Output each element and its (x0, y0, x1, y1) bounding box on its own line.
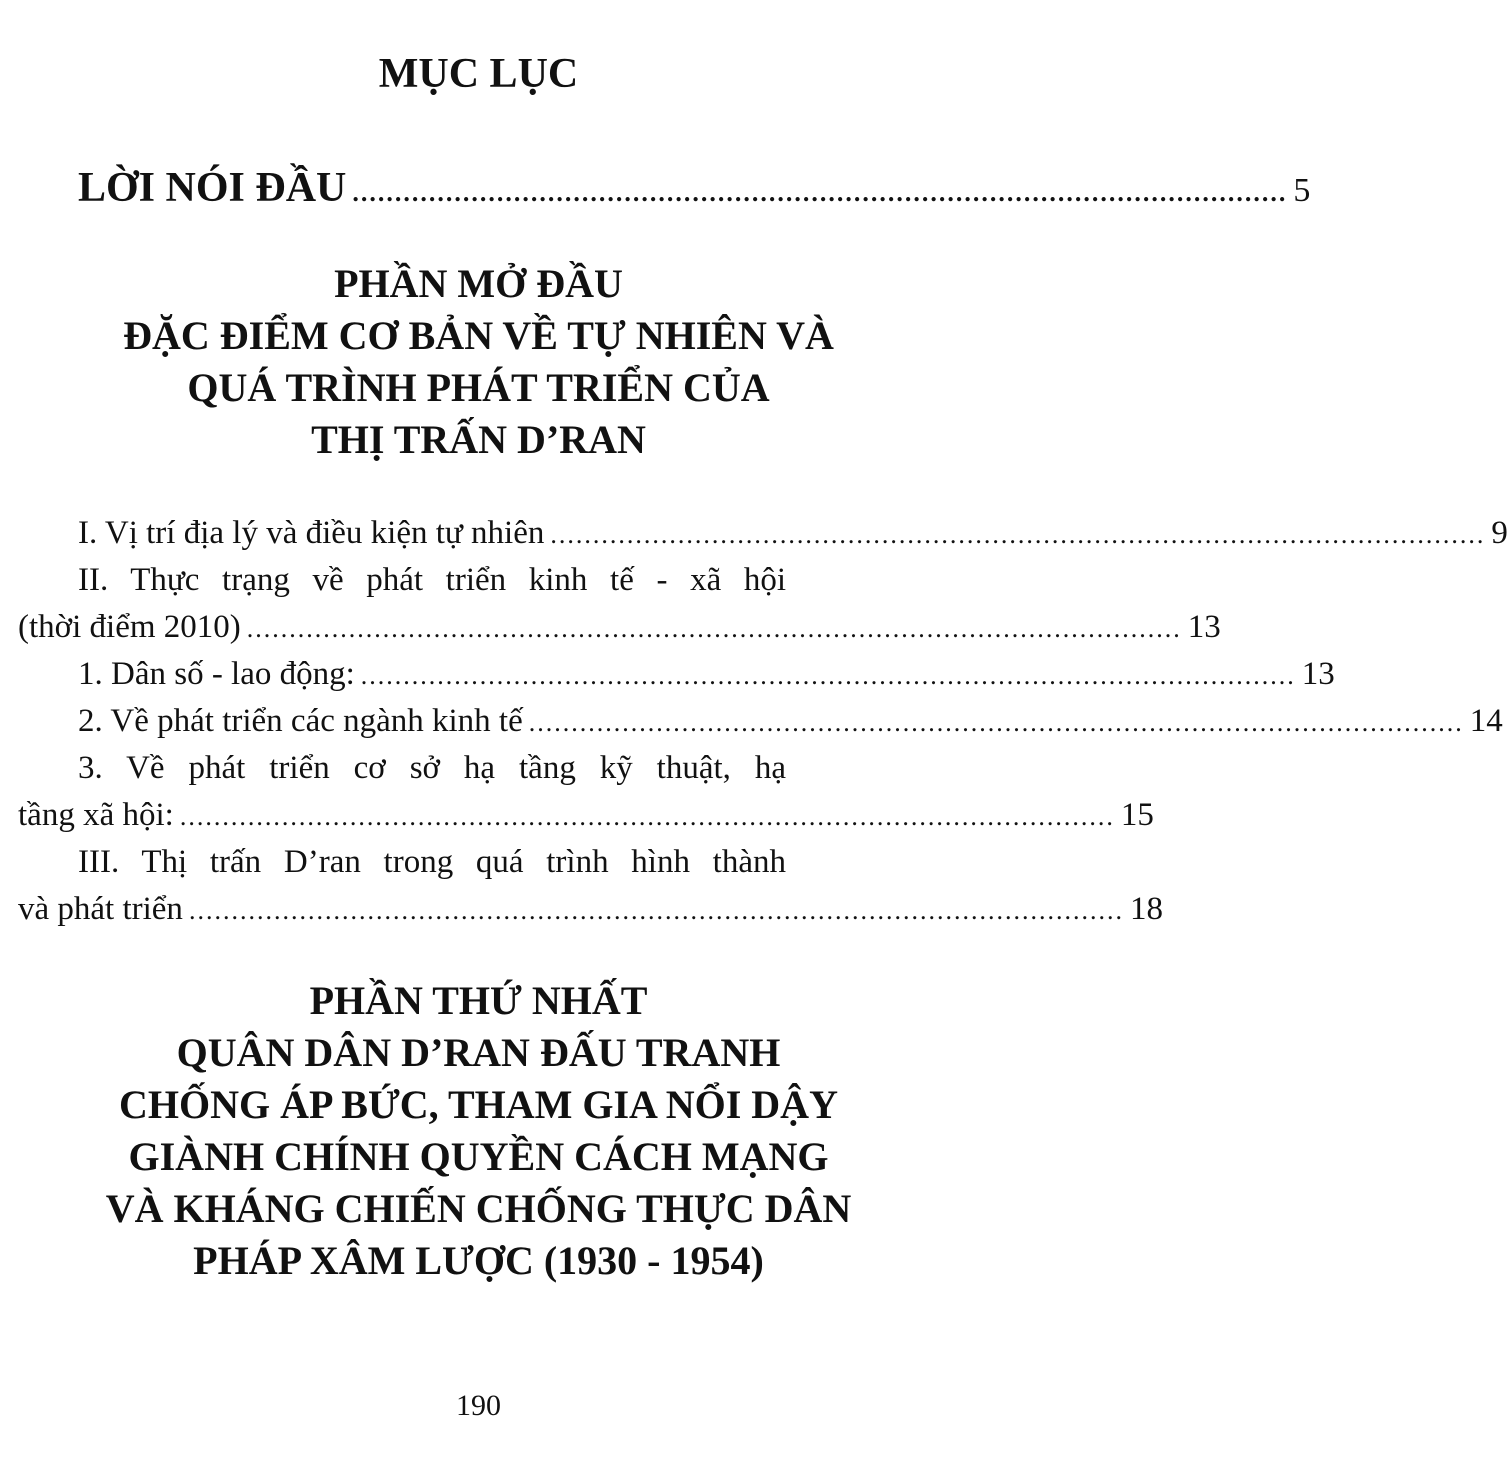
toc-entry-label: và phát triển (18, 891, 183, 927)
part-heading-line: PHÁP XÂM LƯỢC (1930 - 1954) (193, 1238, 764, 1283)
page-number: 190 (456, 1389, 501, 1422)
part-heading-line: ĐẶC ĐIỂM CƠ BẢN VỀ TỰ NHIÊN VÀ (123, 313, 834, 358)
toc-entry (18, 792, 1154, 840)
part-heading-line: QUÂN DÂN D’RAN ĐẤU TRANH (176, 1030, 781, 1075)
toc-entry (78, 651, 1335, 699)
toc-entry-page: 13 (1187, 609, 1221, 645)
part-heading-line: CHỐNG ÁP BỨC, THAM GIA NỔI DẬY (119, 1082, 838, 1127)
toc-entry-first-line: 3. Về phát triển cơ sở hạ tầng kỹ thuật, hạ (78, 750, 786, 786)
leader-dots: .............................................................................................................. (246, 614, 1182, 643)
toc-entry-page: 9 (1491, 515, 1508, 551)
leader-dots: .............................................................................................................. (528, 708, 1464, 737)
toc-entry-foreword (78, 160, 1311, 221)
leader-dots: .............................................................................................................. (352, 178, 1288, 207)
toc-entry-label: LỜI NÓI ĐẦU (78, 165, 347, 211)
part-heading-line: PHẦN THỨ NHẤT (309, 978, 648, 1023)
part-heading-line: PHẦN MỞ ĐẦU (334, 261, 623, 306)
toc-entry-first-line: III. Thị trấn D’ran trong quá trình hình thành (78, 844, 786, 880)
toc-entry-label: 2. Về phát triển các ngành kinh tế (78, 703, 523, 739)
leader-dots: .............................................................................................................. (188, 896, 1124, 925)
part-heading-line: THỊ TRẤN D’RAN (311, 417, 646, 462)
toc-entry-first-line: II. Thực trạng về phát triển kinh tế - xã hội (78, 562, 786, 598)
toc-entry-page: 14 (1469, 703, 1503, 739)
toc-entry (18, 886, 1163, 934)
toc-entry-label: 1. Dân số - lao động: (78, 656, 355, 692)
toc-entry-page: 15 (1120, 797, 1154, 833)
part-heading-line: QUÁ TRÌNH PHÁT TRIỂN CỦA (187, 365, 770, 410)
toc-entry-page: 5 (1293, 172, 1311, 209)
toc-entry (78, 510, 1508, 558)
part-heading-line: GIÀNH CHÍNH QUYỀN CÁCH MẠNG (128, 1134, 829, 1179)
toc-entry-label: tầng xã hội: (18, 797, 174, 833)
leader-dots: .............................................................................................................. (360, 661, 1296, 690)
toc-entry (18, 604, 1221, 652)
toc-entry (78, 698, 1503, 746)
toc-entry-page: 18 (1129, 891, 1163, 927)
part-heading-introduction (0, 258, 957, 466)
page-title: MỤC LỤC (378, 51, 579, 97)
toc-entry-label: (thời điểm 2010) (18, 609, 241, 645)
toc-entry-label: I. Vị trí địa lý và điều kiện tự nhiên (78, 515, 545, 551)
leader-dots: .............................................................................................................. (550, 520, 1486, 549)
toc-entry-page: 13 (1301, 656, 1335, 692)
leader-dots: .............................................................................................................. (179, 802, 1115, 831)
part-heading-part-one (0, 975, 957, 1287)
part-heading-line: VÀ KHÁNG CHIẾN CHỐNG THỰC DÂN (105, 1186, 852, 1231)
